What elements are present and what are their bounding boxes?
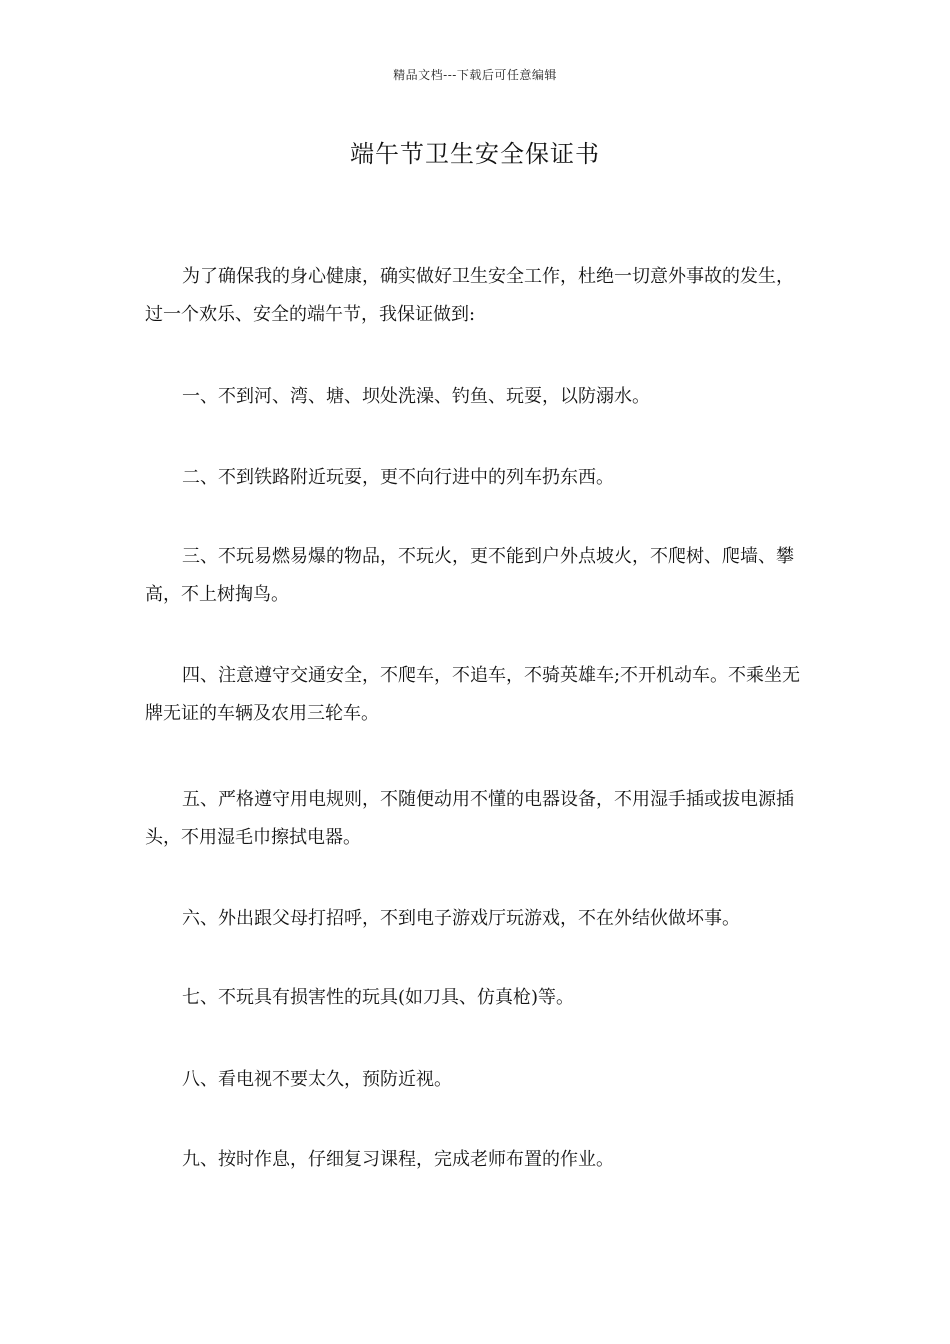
paragraph-item-5: 五、严格遵守用电规则，不随便动用不懂的电器设备，不用湿手插或拔电源插头，不用湿毛巾擦拭电器。 (145, 789, 794, 848)
paragraph-item-6: 六、外出跟父母打招呼，不到电子游戏厅玩游戏，不在外结伙做坏事。 (182, 908, 740, 929)
paragraph-item-2: 二、不到铁路附近玩耍，更不向行进中的列车扔东西。 (182, 467, 614, 488)
paragraph-item-4: 四、注意遵守交通安全，不爬车，不追车，不骑英雄车;不开机动车。不乘坐无牌无证的车辆及农用三轮车。 (145, 665, 801, 724)
paragraph-intro: 为了确保我的身心健康，确实做好卫生安全工作，杜绝一切意外事故的发生，过一个欢乐、安全的端午节，我保证做到: (145, 266, 794, 325)
paragraph-item-7: 七、不玩具有损害性的玩具(如刀具、仿真枪)等。 (182, 987, 575, 1008)
paragraph-item-3: 三、不玩易燃易爆的物品，不玩火，更不能到户外点坡火，不爬树、爬墙、攀高，不上树掏鸟。 (145, 546, 794, 605)
paragraph-item-9: 九、按时作息，仔细复习课程，完成老师布置的作业。 (182, 1149, 614, 1170)
paragraph-item-8: 八、看电视不要太久，预防近视。 (182, 1069, 452, 1090)
paragraph-item-1: 一、不到河、湾、塘、坝处洗澡、钓鱼、玩耍，以防溺水。 (182, 386, 650, 407)
header-note: 精品文档---下载后可任意编辑 (393, 68, 557, 82)
document-title: 端午节卫生安全保证书 (350, 140, 600, 168)
